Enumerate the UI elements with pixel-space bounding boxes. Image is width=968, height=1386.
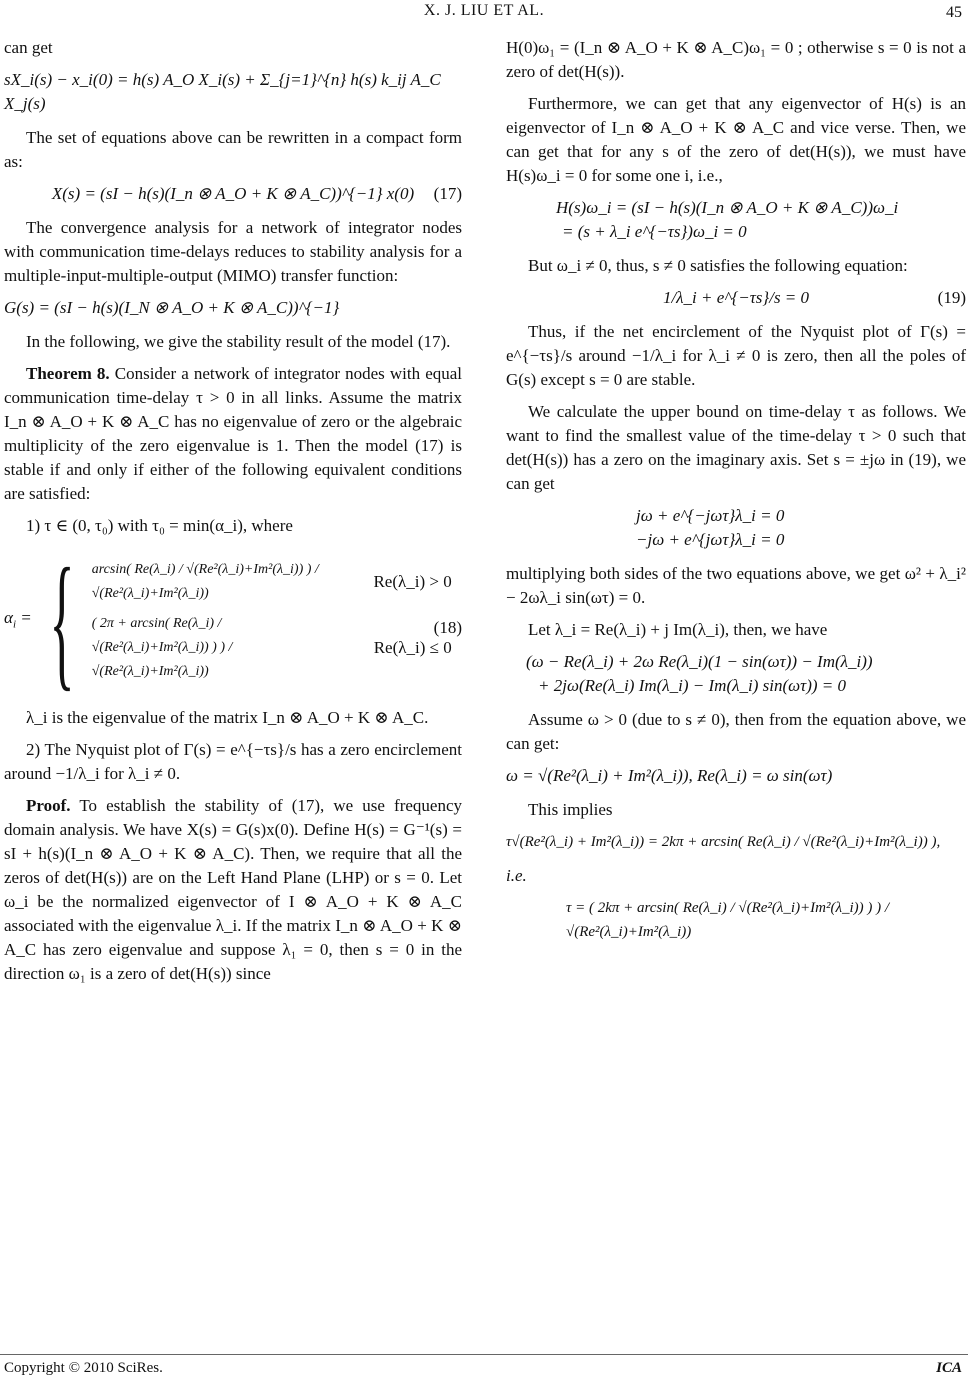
theorem-text: Consider a network of integrator nodes with equal communication time-delay τ > 0 in all links. Assume the matrix I_n ⊗ A_O + K ⊗ A_C has no eigenvalue of zero or the algebraic multiplicity of the zero eigenvalue is 1. Then the model (17) is stable if and only if either of the following equivalent conditions are satisfied:	[4, 364, 463, 503]
left-brace: {	[49, 538, 75, 704]
equation-node-dynamics: sX_i(s) − x_i(0) = h(s) A_O X_i(s) + Σ_{j=1}^{n} h(s) k_ij A_C X_j(s)	[4, 70, 441, 113]
equation-tau-2: τ = ( 2kπ + arcsin( Re(λ_i) / √(Re²(λ_i)+Im²(λ_i)) ) ) / √(Re²(λ_i)+Im²(λ_i))	[566, 900, 890, 940]
paragraph-but: But ω_i ≠ 0, thus, s ≠ 0 satisfies the following equation:	[528, 256, 908, 275]
equation-18: $\alpha_i$ = { arcsin( Re(λ_i) / √(Re²(λ_i)+Im²(λ_i)) ) / √(Re²(λ_i)+Im²(λ_i)) Re(λ_i) > 0 ( 2π + arcsin( Re(λ_i) / √(Re²(λ_i)+Im²(λ_i)) ) ) / √(Re²(λ_i)+Im²(λ_i)) Re(λ_i) ≤ 0 (18)	[4, 538, 462, 704]
paragraph-let: Let λ_i = Re(λ_i) + j Im(λ_i), then, we have	[528, 620, 828, 639]
equation-17	[4, 182, 462, 206]
equation-tau-1: τ√(Re²(λ_i) + Im²(λ_i)) = 2kπ + arcsin( Re(λ_i) / √(Re²(λ_i)+Im²(λ_i)) ),	[506, 834, 941, 850]
equation-h-line-1: H(s)ω_i = (sI − h(s)(I_n ⊗ A_O + K ⊗ A_C))ω_i	[556, 198, 899, 217]
equation-18-case-positive: arcsin( Re(λ_i) / √(Re²(λ_i)+Im²(λ_i)) ) / √(Re²(λ_i)+Im²(λ_i))	[91, 562, 319, 601]
theorem-8	[4, 362, 462, 506]
paragraph-thus: Thus, if the net encirclement of the Nyquist plot of Γ(s) = e^{−τs}/s around −1/λ_i for λ_i ≠ 0 is zero, then all the poles of G(s) except s = 0 are stable.	[506, 322, 966, 389]
paragraph-implies: This implies	[528, 800, 613, 819]
equation-h-line-2: = (s + λ_i e^{−τs})ω_i = 0	[562, 222, 747, 241]
condition-2: 2) The Nyquist plot of Γ(s) = e^{−τs}/s has a zero encirclement around −1/λ_i for λ_i ≠ 0.	[4, 740, 462, 783]
theorem-label: Theorem 8.	[26, 364, 110, 383]
proof-label: Proof.	[26, 796, 71, 815]
equation-18-case-nonpositive-condition: Re(λ_i) ≤ 0	[373, 638, 452, 657]
condition-1: 1) τ ∈ (0, τ₀) with τ₀ = min(α_i), where	[26, 516, 293, 535]
lambda-note: λ_i is the eigenvalue of the matrix I_n ⊗ A_O + K ⊗ A_C.	[26, 708, 429, 727]
equation-ri-line-2: + 2jω(Re(λ_i) Im(λ_i) − Im(λ_i) sin(ωτ)) = 0	[538, 676, 846, 695]
equation-18-case-nonpositive: ( 2π + arcsin( Re(λ_i) / √(Re²(λ_i)+Im²(λ_i)) ) ) / √(Re²(λ_i)+Im²(λ_i))	[91, 616, 233, 679]
paragraph-convergence: The convergence analysis for a network of integrator nodes with communication time-delays reduces to stability analysis for a multiple-input-multiple-output (MIMO) transfer function:	[4, 218, 462, 285]
paragraph-calculate: We calculate the upper bound on time-delay τ as follows. We want to find the smallest value of the time-delay τ > 0 such that det(H(s)) has a zero on the imaginary axis. Set s = ±jω in (19), we can get	[506, 402, 966, 493]
proof	[4, 794, 462, 986]
equation-17-number: (17)	[433, 184, 462, 203]
equation-real-imag	[506, 650, 966, 698]
equation-ri-line-1: (ω − Re(λ_i) + 2ω Re(λ_i)(1 − sin(ωτ)) − Im(λ_i))	[526, 652, 873, 671]
equation-18-number: (18)	[433, 618, 462, 637]
equation-18-case-positive-condition: Re(λ_i) > 0	[373, 572, 452, 591]
text-can-get: can get	[4, 38, 53, 57]
paragraph-furthermore: Furthermore, we can get that any eigenvector of H(s) is an eigenvector of I_n ⊗ A_O + K ⊗ A_C and vice verse. Then, we can get that for any s of the zero of det(H(s)), we must have H(s)ω_i = 0 for some one i, i.e.,	[506, 94, 966, 185]
paragraph-h0: H(0)ω₁ = (I_n ⊗ A_O + K ⊗ A_C)ω₁ = 0 ; otherwise s = 0 is not a zero of det(H(s)).	[506, 38, 966, 81]
equation-h-omega	[506, 196, 966, 244]
text-ie: i.e.	[506, 866, 527, 885]
equation-j-line-1: jω + e^{−jωτ}λ_i = 0	[636, 506, 785, 525]
paragraph-following: In the following, we give the stability result of the model (17).	[26, 332, 451, 351]
equation-19-number: (19)	[937, 288, 966, 307]
paragraph-assume: Assume ω > 0 (due to s ≠ 0), then from the equation above, we can get:	[506, 710, 966, 753]
proof-text: To establish the stability of (17), we use frequency domain analysis. We have X(s) = G(s)x(0). Define H(s) = G⁻¹(s) = sI + h(s)(I_n ⊗ A_O + K ⊗ A_C). Then, we require that all the zeros of det(H(s)) are on the Left Hand Plane (LHP) or s = 0. Let ω_i be the normalized eigenvector of I ⊗ A_O + K ⊗ A_C associated with the eigenvalue λ_i. If the matrix I_n ⊗ A_O + K ⊗ A_C has zero eigenvalue and suppose λ₁ = 0, then s = 0 in the direction ω₁ is a zero of det(H(s)) since	[4, 796, 462, 983]
equation-imaginary-axis	[506, 504, 966, 552]
left-column	[4, 36, 462, 994]
page-number: 45	[946, 4, 962, 21]
equation-j-line-2: −jω + e^{jωτ}λ_i = 0	[636, 530, 785, 549]
footer-rule	[0, 1354, 968, 1355]
equation-19-body: 1/λ_i + e^{−τs}/s = 0	[662, 288, 810, 307]
footer-journal: ICA	[936, 1360, 962, 1376]
equation-17-body: X(s) = (sI − h(s)(I_n ⊗ A_O + K ⊗ A_C))^{−1} x(0)	[51, 184, 415, 203]
running-header: X. J. LIU ET AL.	[423, 2, 545, 19]
equation-transfer-function: G(s) = (sI − h(s)(I_N ⊗ A_O + K ⊗ A_C))^{−1}	[4, 298, 340, 317]
paragraph-multiply: multiplying both sides of the two equations above, we get ω² + λ_i² − 2ωλ_i sin(ωτ) = 0.	[506, 564, 966, 607]
right-column	[506, 36, 966, 954]
equation-19	[506, 286, 966, 310]
equation-omega: ω = √(Re²(λ_i) + Im²(λ_i)), Re(λ_i) = ω sin(ωτ)	[506, 766, 833, 785]
footer-copyright: Copyright © 2010 SciRes.	[4, 1360, 163, 1376]
paragraph-rewrite: The set of equations above can be rewritten in a compact form as:	[4, 128, 462, 171]
